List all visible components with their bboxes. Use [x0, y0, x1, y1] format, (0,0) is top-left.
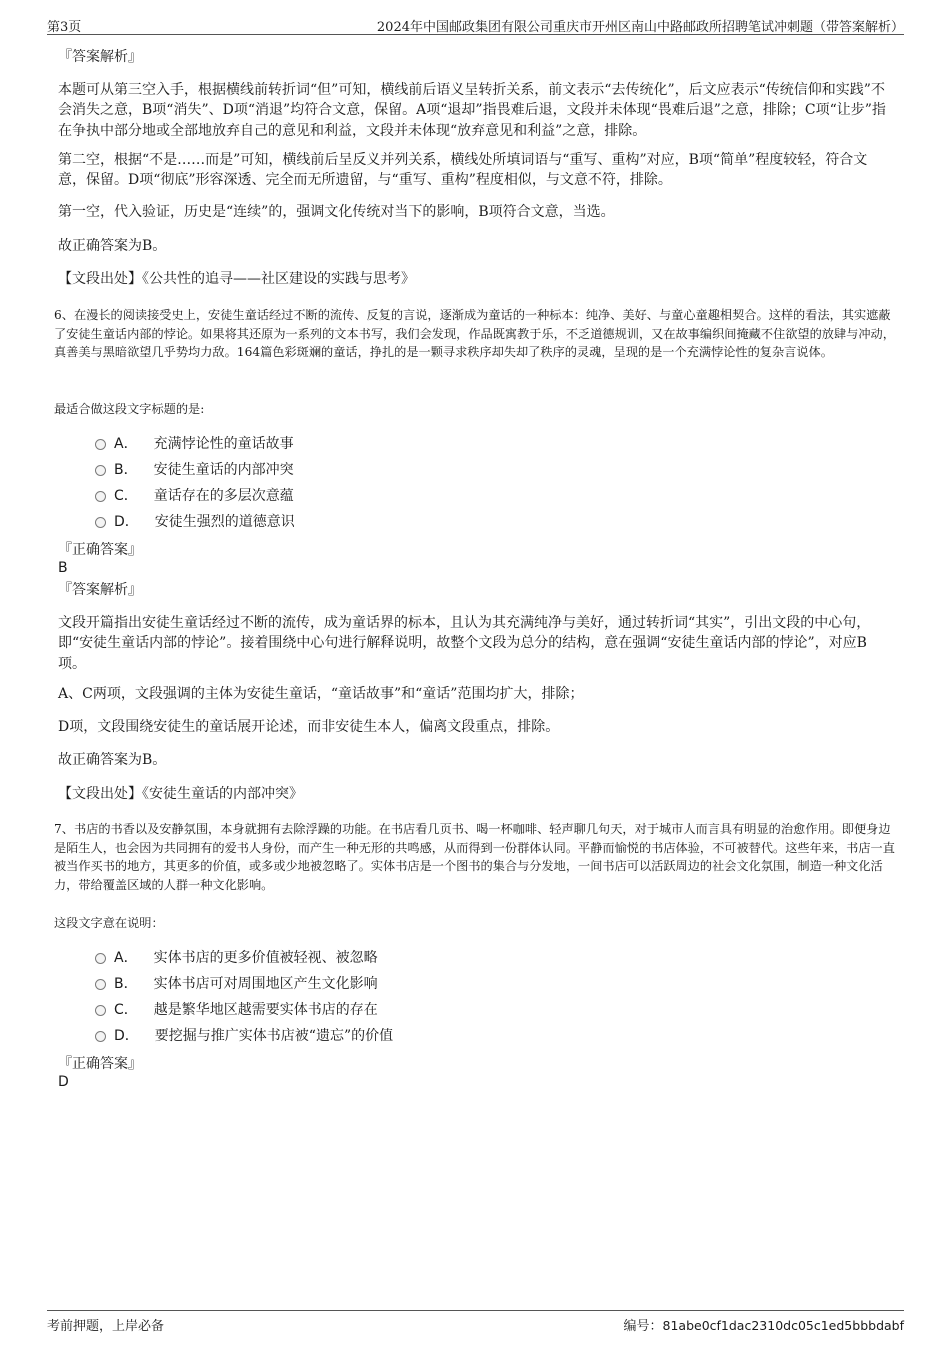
question-6-stem: 6、在漫长的阅读接受史上，安徒生童话经过不断的流传、反复的言说，逐渐成为童话的一种标本：纯净、美好、与童心童趣相契合。这样的看法，其实遮蔽了安徒生童话内部的悖论。如果将其还原为一系列的文本书写，我们会发现，作品既寓教于乐，不乏道德规训，又在故事编织间掩藏不住欲望的放肆与冲动，真善美与黑暗欲望几乎势均力敌。164篇色彩斑斓的童话，挣扎的是一颗寻求秩序却失却了秩序的灵魂，呈现的是一个充满悖论性的复杂言说体。 — [54, 308, 895, 360]
page-footer — [47, 1310, 904, 1333]
option-text: 充满悖论性的童话故事 — [153, 436, 294, 452]
option-text: 安徒生童话的内部冲突 — [153, 462, 294, 478]
page-number: 第3页 — [47, 20, 82, 35]
radio-icon[interactable] — [95, 491, 106, 502]
correct-answer-value: D — [58, 1074, 69, 1090]
q7-option-c[interactable] — [95, 1000, 378, 1020]
q7-option-a[interactable] — [95, 948, 378, 968]
radio-icon[interactable] — [95, 1031, 106, 1042]
q7-option-b[interactable] — [95, 974, 378, 994]
radio-icon[interactable] — [95, 439, 106, 450]
option-text: 安徒生强烈的道德意识 — [154, 514, 295, 530]
answer-conclusion: 故正确答案为B。 — [58, 238, 167, 254]
code-value: 81abe0cf1dac2310dc05c1ed5bbbdabf — [662, 1318, 904, 1333]
correct-answer-label: 『正确答案』 — [58, 1056, 142, 1072]
q6-option-c[interactable] — [95, 486, 294, 506]
option-letter: C． — [114, 488, 138, 504]
source-citation: 【文段出处】《公共性的追寻——社区建设的实践与思考》 — [58, 271, 415, 287]
source-citation: 【文段出处】《安徒生童话的内部冲突》 — [58, 786, 303, 802]
option-text: 童话存在的多层次意蕴 — [153, 488, 294, 504]
analysis-label: 『答案解析』 — [58, 49, 142, 65]
radio-icon[interactable] — [95, 979, 106, 990]
option-letter: D． — [114, 1028, 139, 1044]
option-letter: B． — [114, 976, 138, 992]
option-text: 实体书店的更多价值被轻视、被忽略 — [153, 950, 378, 966]
q6-option-a[interactable] — [95, 434, 294, 454]
analysis-paragraph: 第二空，根据“不是……而是”可知，横线前后呈反义并列关系，横线处所填词语与“重写、重构”对应，B项“简单”程度较轻，符合文意，保留。D项“彻底”形容深透、完全而无所遗留，与“重写、重构”程度相似，与文意不符，排除。 — [58, 152, 868, 189]
correct-answer-value: B — [58, 560, 68, 576]
question-6-prompt: 最适合做这段文字标题的是: — [54, 402, 205, 416]
analysis-label: 『答案解析』 — [58, 582, 142, 598]
question-7-stem: 7、书店的书香以及安静氛围，本身就拥有去除浮躁的功能。在书店看几页书、喝一杯咖啡、轻声聊几句天，对于城市人而言具有明显的治愈作用。即便身边是陌生人，也会因为共同拥有的爱书人身份，而产生一种无形的共鸣感，从而得到一份群体认同。平静而愉悦的书店体验，不可被替代。这些年来，书店一直被当作买书的地方，其更多的价值，或多或少地被忽略了。实体书店是一个图书的集合与分发地，一间书店可以活跃周边的社会文化氛围，制造一种文化活力，带给覆盖区域的人群一种文化影响。 — [54, 822, 895, 893]
option-letter: B． — [114, 462, 138, 478]
answer-conclusion: 故正确答案为B。 — [58, 752, 167, 768]
analysis-paragraph: 文段开篇指出安徒生童话经过不断的流传，成为童话界的标本，且认为其充满纯净与美好，通过转折词“其实”，引出文段的中心句，即“安徒生童话内部的悖论”。接着围绕中心句进行解释说明，故整个文段为总分的结构，意在强调“安徒生童话内部的悖论”，对应B项。 — [58, 615, 871, 672]
q6-option-d[interactable] — [95, 512, 295, 532]
q6-option-b[interactable] — [95, 460, 294, 480]
option-text: 要挖掘与推广实体书店被“遗忘”的价值 — [154, 1028, 394, 1044]
analysis-paragraph: A、C两项，文段强调的主体为安徒生童话，“童话故事”和“童话”范围均扩大，排除； — [58, 686, 584, 702]
option-letter: A． — [114, 436, 138, 452]
option-letter: A． — [114, 950, 138, 966]
code-label: 编号： — [623, 1319, 663, 1334]
option-letter: C． — [114, 1002, 138, 1018]
analysis-paragraph: D项，文段围绕安徒生的童话展开论述，而非安徒生本人，偏离文段重点，排除。 — [58, 719, 560, 735]
analysis-paragraph: 本题可从第三空入手，根据横线前转折词“但”可知，横线前后语义呈转折关系，前文表示“去传统化”，后文应表示“传统信仰和实践”不会消失之意，B项“消失”、D项“消退”均符合文意，保留。A项“退却”指畏难后退，文段并未体现“畏难后退”之意，排除；C项“让步”指在争执中部分地或全部地放弃自己的意见和利益，文段并未体现“放弃意见和利益”之意，排除。 — [58, 82, 886, 139]
q7-option-d[interactable] — [95, 1026, 393, 1046]
radio-icon[interactable] — [95, 517, 106, 528]
correct-answer-label: 『正确答案』 — [58, 542, 142, 558]
option-text: 实体书店可对周围地区产生文化影响 — [153, 976, 378, 992]
document-code — [623, 1315, 904, 1334]
footer-slogan: 考前押题，上岸必备 — [47, 1319, 165, 1334]
option-letter: D． — [114, 514, 139, 530]
radio-icon[interactable] — [95, 953, 106, 964]
radio-icon[interactable] — [95, 1005, 106, 1016]
question-7-prompt: 这段文字意在说明： — [54, 916, 164, 930]
analysis-paragraph: 第一空，代入验证，历史是“连续”的，强调文化传统对当下的影响，B项符合文意，当选。 — [58, 204, 615, 220]
option-text: 越是繁华地区越需要实体书店的存在 — [153, 1002, 378, 1018]
document-title: 2024年中国邮政集团有限公司重庆市开州区南山中路邮政所招聘笔试冲刺题（带答案解析） — [376, 20, 904, 35]
radio-icon[interactable] — [95, 465, 106, 476]
page-header — [47, 14, 904, 35]
